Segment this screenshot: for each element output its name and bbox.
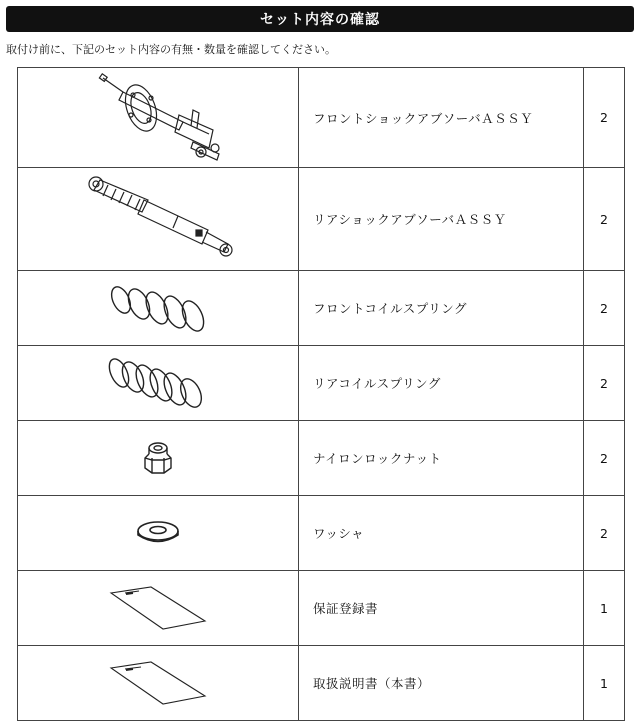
table-row <box>18 571 625 646</box>
front-strut-icon <box>83 70 233 165</box>
item-image-cell <box>18 646 299 721</box>
section-title: セット内容の確認 <box>260 12 380 28</box>
item-quantity: 2 <box>584 496 625 571</box>
item-quantity: 2 <box>584 346 625 421</box>
rear-coil-spring-icon <box>103 351 213 415</box>
item-name: ワッシャ <box>299 496 584 571</box>
parts-table <box>17 67 625 721</box>
item-quantity: 2 <box>584 68 625 168</box>
front-coil-spring-icon <box>103 278 213 338</box>
item-quantity: 1 <box>584 571 625 646</box>
item-image-cell <box>18 68 299 168</box>
table-row <box>18 421 625 496</box>
nylon-lock-nut-icon <box>138 438 178 478</box>
item-name: 取扱説明書（本書） <box>299 646 584 721</box>
washer-icon <box>133 518 183 548</box>
item-quantity: 1 <box>584 646 625 721</box>
item-name: リアコイルスプリング <box>299 346 584 421</box>
item-image-cell <box>18 271 299 346</box>
table-row <box>18 346 625 421</box>
item-quantity: 2 <box>584 168 625 271</box>
item-name: 保証登録書 <box>299 571 584 646</box>
item-quantity: 2 <box>584 271 625 346</box>
manual-booklet-icon <box>103 658 213 708</box>
item-image-cell <box>18 346 299 421</box>
item-image-cell <box>18 571 299 646</box>
table-row <box>18 646 625 721</box>
item-name: フロントコイルスプリング <box>299 271 584 346</box>
item-name: フロントショックアブソーバＡＳＳＹ <box>299 68 584 168</box>
instruction-text: 取付け前に、下記のセット内容の有無・数量を確認してください。 <box>6 43 336 56</box>
table-row <box>18 271 625 346</box>
item-image-cell <box>18 496 299 571</box>
table-row <box>18 68 625 168</box>
item-image-cell <box>18 168 299 271</box>
table-row <box>18 168 625 271</box>
warranty-card-icon <box>103 583 213 633</box>
rear-shock-icon <box>78 172 238 267</box>
item-name: ナイロンロックナット <box>299 421 584 496</box>
table-row <box>18 496 625 571</box>
section-header <box>6 6 634 32</box>
item-name: リアショックアブソーバＡＳＳＹ <box>299 168 584 271</box>
item-image-cell <box>18 421 299 496</box>
item-quantity: 2 <box>584 421 625 496</box>
